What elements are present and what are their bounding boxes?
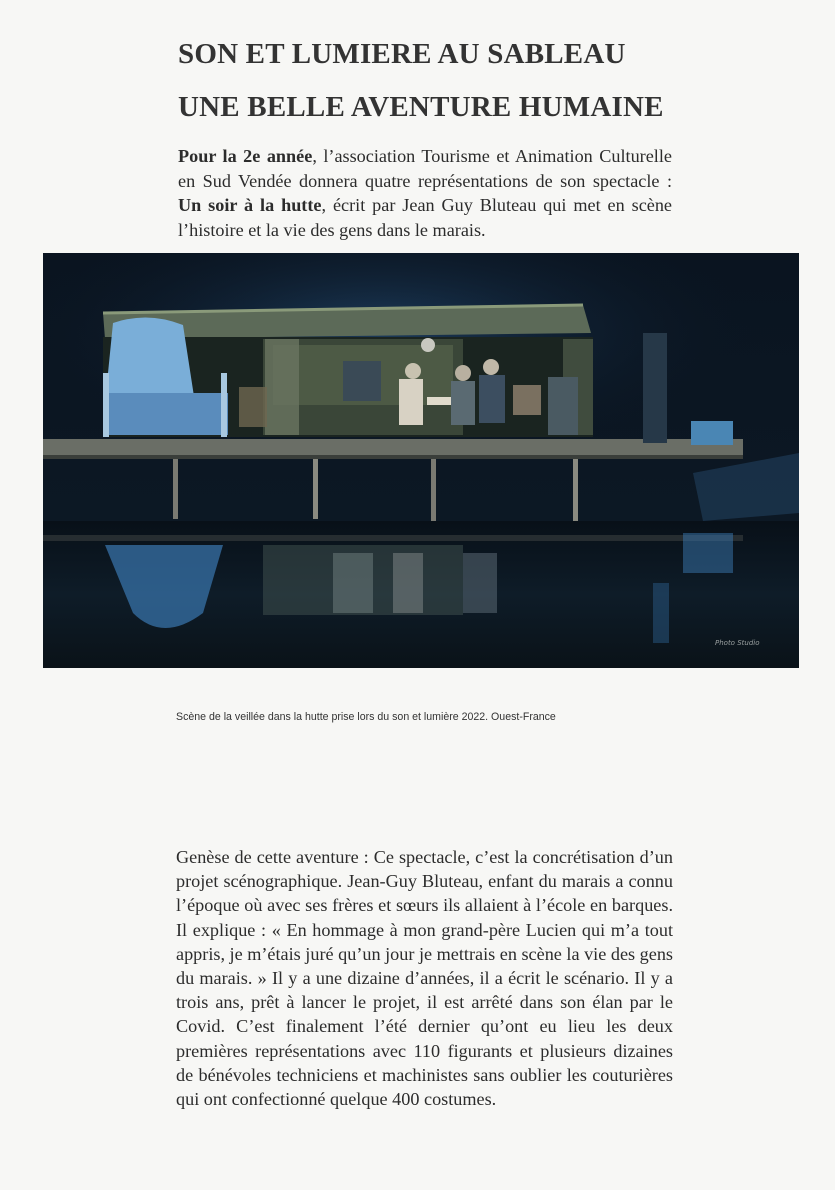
stage-photo: [43, 253, 799, 668]
show-title: Un soir à la hutte: [178, 195, 322, 215]
photo-caption: Scène de la veillée dans la hutte prise lors du son et lumière 2022. Ouest-France: [176, 711, 556, 723]
headline-line-2: UNE BELLE AVENTURE HUMAINE: [178, 91, 664, 123]
intro-text-2: , écrit par Jean Guy Bluteau qui met en scène l’histoire et la vie des gens dans le marais.: [178, 195, 672, 240]
headline-line-1: SON ET LUMIERE AU SABLEAU: [178, 38, 626, 70]
photo-signature: Photo Studio: [715, 639, 760, 647]
intro-text-1: , l’association Tourisme et Animation Culturelle en Sud Vendée donnera quatre représentations de son spectacle :: [178, 146, 672, 191]
intro-lead: Pour la 2e année: [178, 146, 313, 166]
body-paragraph: Genèse de cette aventure : Ce spectacle, c’est la concrétisation d’un projet scénographique. Jean-Guy Bluteau, enfant du marais a connu l’époque où avec ses frères et sœurs ils allaient à l’école en barques. Il explique : « En hommage à mon grand-père Lucien qui m’a tout appris, je m’étais juré qu’un jour je mettrais en scène la vie des gens du marais. » Il y a une dizaine d’années, il a écrit le scénario. Il y a trois ans, prêt à lancer le projet, il est arrêté dans son élan par le Covid. C’est finalement l’été dernier qu’ont eu lieu les deux premières représentations avec 110 figurants et plusieurs dizaines de bénévoles techniciens et machinistes sans oublier les couturières qui ont confectionné quelque 400 costumes.: [176, 847, 673, 1110]
stage-photo-illustration: [43, 253, 799, 668]
intro-paragraph: [178, 144, 672, 242]
